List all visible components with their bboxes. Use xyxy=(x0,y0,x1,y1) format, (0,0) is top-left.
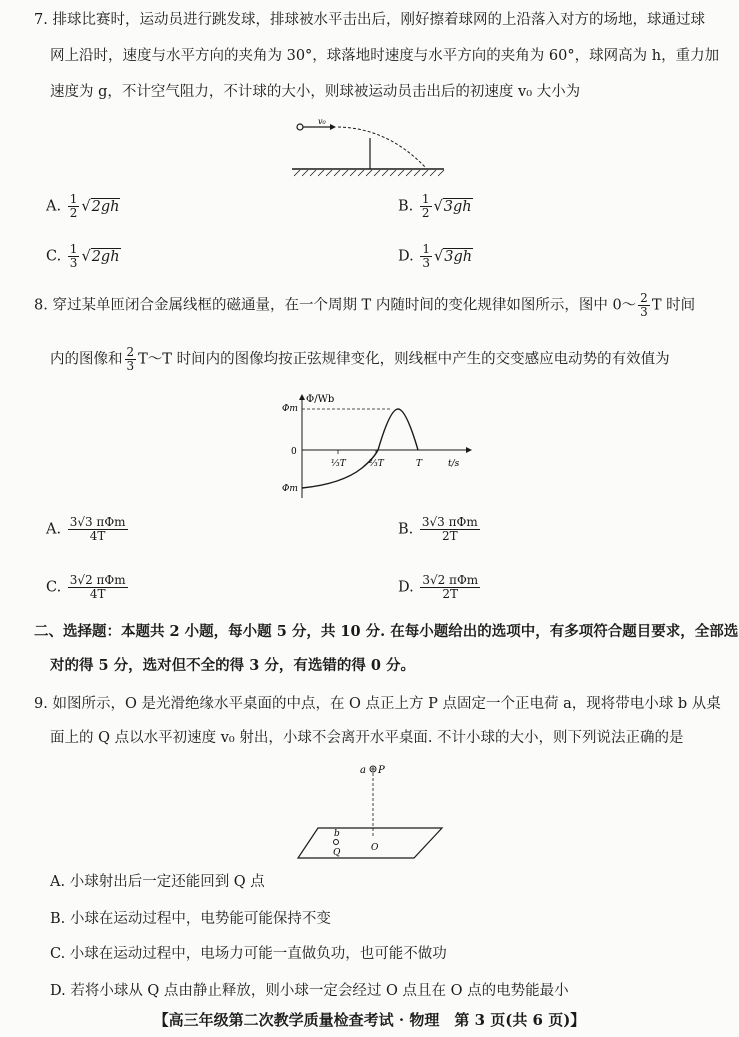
q8-option-a[interactable]: A. $\frac{\text{3√3 πΦm}}{4T}$ xyxy=(46,515,126,543)
q8-option-d[interactable]: D. $\frac{\text{3√2 πΦm}}{2T}$ xyxy=(398,573,479,601)
tick-two-thirds-t: ⅔T xyxy=(369,459,384,469)
q7-line-2: 网上沿时，速度与水平方向的夹角为 30°，球落地时速度与水平方向的夹角为 60°，球网高为 h，重力加 xyxy=(50,48,720,64)
q7-line-3: 速度为 g，不计空气阻力，不计球的大小，则球被运动员击出后的初速度 v₀ 大小为 xyxy=(50,84,581,100)
q9-figure xyxy=(296,758,456,862)
q9-line-2: 面上的 Q 点以水平初速度 v₀ 射出，小球不会离开水平桌面. 不计小球的大小，则下列说法正确的是 xyxy=(50,730,684,746)
point-p-label: P xyxy=(378,765,385,776)
v0-label: v₀ xyxy=(318,117,326,126)
x-axis-label: t/s xyxy=(448,459,460,469)
q7-figure xyxy=(288,116,448,178)
charge-a-label: a xyxy=(360,765,366,776)
origin-label: 0 xyxy=(291,447,297,457)
q8-option-c[interactable]: C. $\frac{\text{3√2 πΦm}}{4T}$ xyxy=(46,573,126,601)
q7-option-b[interactable]: B. $\frac{1}{2}$ √3gh xyxy=(398,192,472,220)
q7-option-c[interactable]: C. $\frac{1}{3}$ √2gh xyxy=(46,242,120,270)
point-q-label: Q xyxy=(333,848,341,858)
phi-m-label: Φm xyxy=(282,404,298,414)
q8-line-1: 8. 穿过某单匝闭合金属线框的磁通量，在一个周期 T 内随时间的变化规律如图所示，图中 0～ $\frac{2}{3}$ T 时间 xyxy=(34,291,696,319)
q7-option-a[interactable]: A. $\frac{1}{2}$ √2gh xyxy=(46,192,120,220)
q9-line-1: 9. 如图所示，O 是光滑绝缘水平桌面的中点，在 O 点正上方 P 点固定一个正电荷 a，现将带电小球 b 从桌 xyxy=(34,696,721,712)
neg-phi-m-label: Φm xyxy=(282,484,298,494)
q9-option-a[interactable]: A. 小球射出后一定还能回到 Q 点 xyxy=(50,874,265,890)
q8-option-b[interactable]: B. $\frac{\text{3√3 πΦm}}{2T}$ xyxy=(398,515,478,543)
page-footer: 【高三年级第二次教学质量检查考试 · 物理 第 3 页(共 6 页)】 xyxy=(153,1011,586,1029)
q8-line-2: 内的图像和 $\frac{2}{3}$ T～T 时间内的图像均按正弦规律变化，则线框中产生的交变感应电动势的有效值为 xyxy=(50,345,670,373)
y-axis-label: Φ/Wb xyxy=(306,394,335,405)
q9-option-d[interactable]: D. 若将小球从 Q 点由静止释放，则小球一定会经过 O 点且在 O 点的电势能最小 xyxy=(50,983,569,999)
q8-flux-graph xyxy=(280,392,480,504)
section-2-heading-cont: 对的得 5 分，选对但不全的得 3 分，有选错的得 0 分。 xyxy=(50,657,416,674)
q9-option-b[interactable]: B. 小球在运动过程中，电势能可能保持不变 xyxy=(50,911,331,927)
tick-t: T xyxy=(416,459,423,469)
tick-one-third-t: ⅓T xyxy=(331,459,346,469)
point-o-label: O xyxy=(371,843,379,853)
q7-option-d[interactable]: D. $\frac{1}{3}$ √3gh xyxy=(398,242,473,270)
q7-line-1: 7. 排球比赛时，运动员进行跳发球，排球被水平击出后，刚好擦着球网的上沿落入对方的场地，球通过球 xyxy=(34,12,705,28)
section-2-heading: 二、选择题：本题共 2 小题，每小题 5 分，共 10 分. 在每小题给出的选项中，有多项符合题目要求，全部选 xyxy=(34,623,739,640)
q9-option-c[interactable]: C. 小球在运动过程中，电场力可能一直做负功，也可能不做功 xyxy=(50,946,447,962)
ball-b-label: b xyxy=(334,829,340,839)
